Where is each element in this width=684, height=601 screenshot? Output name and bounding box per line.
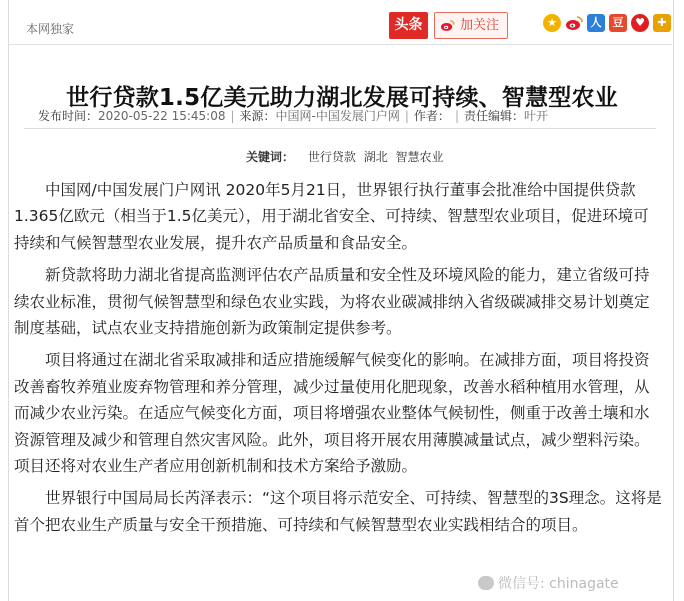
watermark-text: 微信号: chinagate — [498, 576, 619, 592]
article-title: 世行贷款1.5亿美元助力湖北发展可持续、智慧型农业 — [66, 85, 618, 112]
weibo-share-icon[interactable] — [565, 14, 583, 32]
source-label: 来源： — [239, 109, 276, 123]
top-bar — [8, 0, 672, 45]
wechat-watermark — [474, 573, 623, 593]
follow-label: 加关注 — [460, 18, 500, 33]
article-meta: 发布时间：2020-05-22 15:45:08 | 来源：中国网-中国发展门户网 | 作者： | 责任编辑：叶开 — [38, 109, 549, 123]
netease-icon[interactable]: ♥ — [631, 14, 649, 32]
renren-icon[interactable]: 人 — [587, 14, 605, 32]
publish-time: 2020-05-22 15:45:08 — [98, 109, 226, 123]
keyword-link[interactable]: 湖北 — [363, 150, 388, 164]
paragraph: 新贷款将助力湖北省提高监测评估农产品质量和安全性及环境风险的能力，建立省级可持续农业标准，贯彻气候智慧型和绿色农业实践，为将农业碳减排纳入省级碳减排交易计划奠定制度基础，试点农业支持措施创新为政策制定提供参考。 — [14, 266, 650, 338]
wechat-icon — [478, 576, 494, 590]
keywords-label: 关键词： — [246, 150, 295, 164]
editor-label: 责任编辑： — [463, 109, 524, 123]
weibo-follow-button[interactable] — [434, 12, 508, 39]
qzone-icon[interactable]: ★ — [543, 14, 561, 32]
toutiao-button[interactable]: 头条 — [389, 12, 428, 39]
article-body — [14, 177, 664, 544]
paragraph: 中国网/中国发展门户网讯 2020年5月21日，世界银行执行董事会批准给中国提供贷款1.365亿欧元（相当于1.5亿美元），用于湖北省安全、可持续、智慧型农业项目，促进环境可持续和气候智慧型农业发展，提升农产品质量和食品安全。 — [14, 181, 649, 252]
paragraph: 项目将通过在湖北省采取减排和适应措施缓解气候变化的影响。在减排方面，项目将投资改善畜牧养殖业废弃物管理和养分管理，减少过量使用化肥现象，改善水稻种植用水管理，从而减少农业污染。在适应气候变化方面，项目将增强农业整体气候韧性，侧重于改善土壤和水资源管理及减少和管理自然灾害风险。此外，项目将开展农用薄膜减量试点，减少塑料污染。项目还将对农业生产者应用创新机制和技术方案给予激励。 — [14, 351, 650, 476]
keyword-link[interactable]: 世行贷款 — [307, 150, 356, 164]
paragraph: 世界银行中国局局长芮泽表示：“这个项目将示范安全、可持续、智慧型的3S理念。这将是首个把农业生产质量与安全干预措施、可持续和气候智慧型农业实践相结合的项目。 — [14, 489, 662, 534]
keyword-link[interactable]: 智慧农业 — [395, 150, 444, 164]
keywords-row — [246, 148, 444, 165]
kaixin-icon[interactable]: ✚ — [653, 14, 671, 32]
divider — [24, 128, 656, 129]
weibo-icon — [440, 18, 455, 33]
time-label: 发布时间： — [38, 109, 99, 123]
channel-link[interactable]: 本网独家 — [26, 22, 75, 36]
editor-name: 叶开 — [524, 109, 549, 123]
source-name: 中国网-中国发展门户网 — [275, 109, 400, 123]
douban-icon[interactable]: 豆 — [609, 14, 627, 32]
author-label: 作者： — [413, 109, 450, 123]
